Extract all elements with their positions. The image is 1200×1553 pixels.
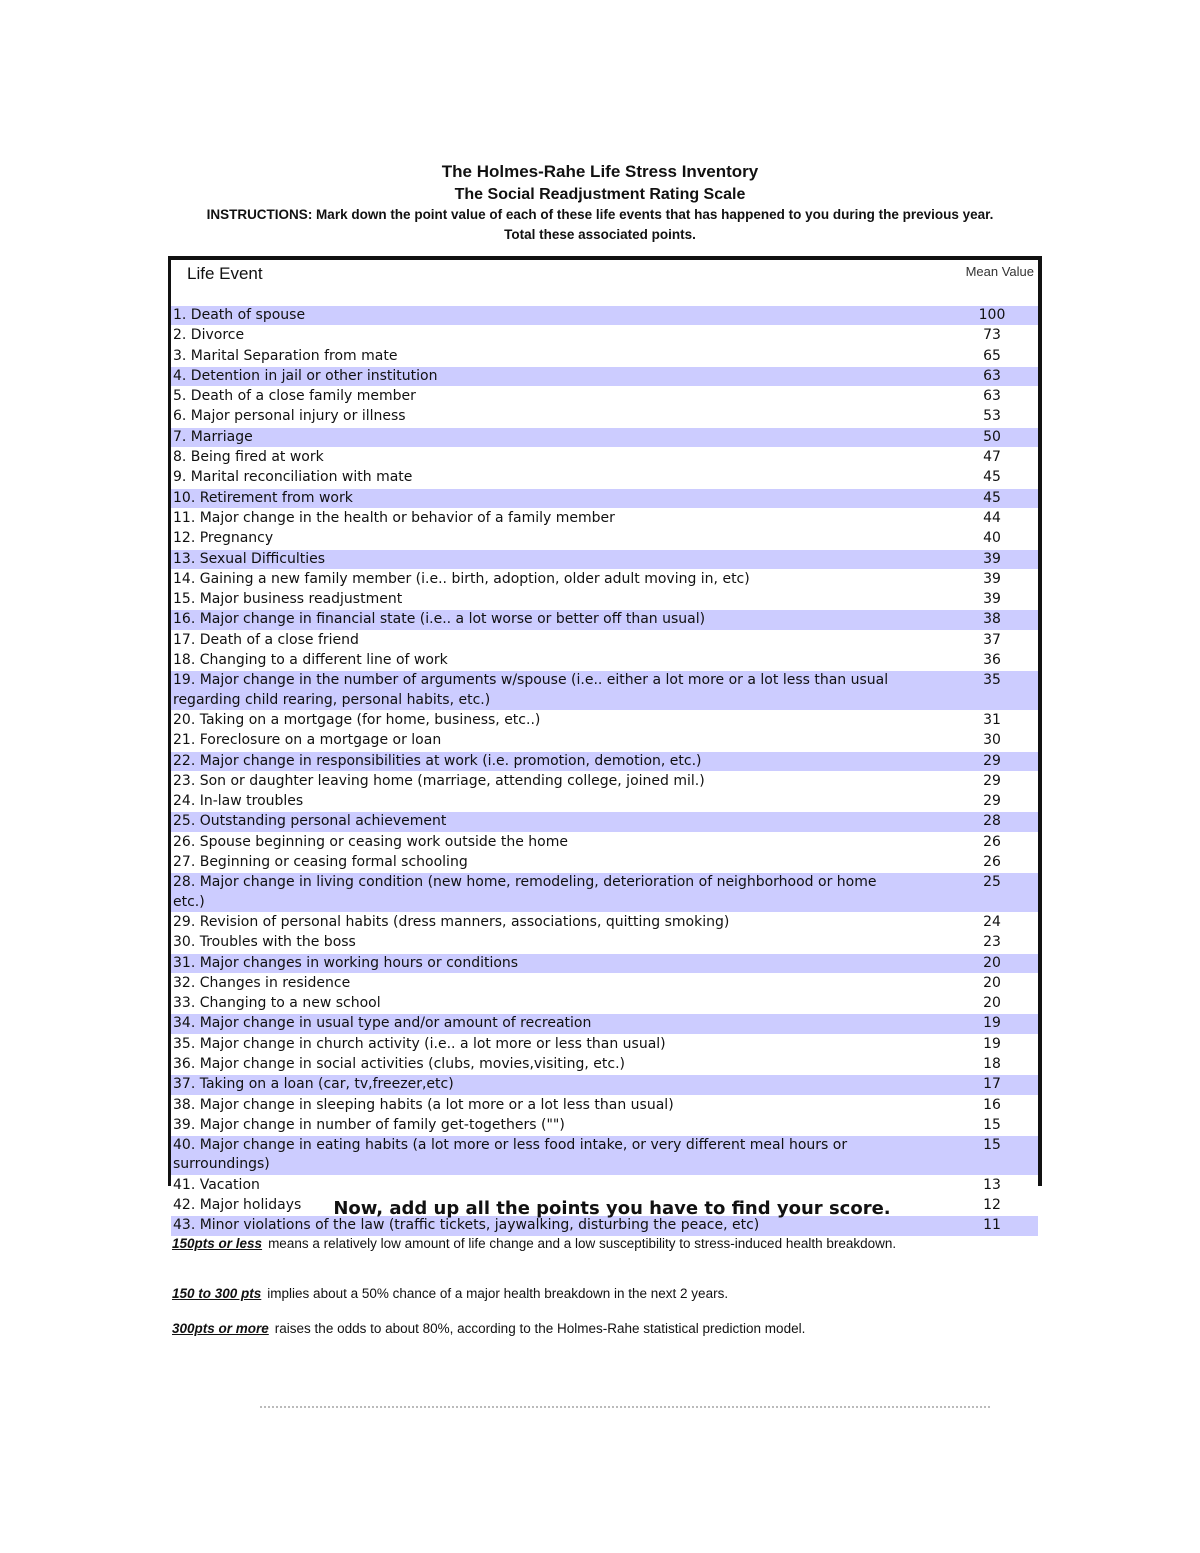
mean-value-cell: 39 [983,591,1001,608]
life-event-cell: 33. Changing to a new school [173,995,381,1012]
document-subtitle: The Social Readjustment Rating Scale [454,186,746,203]
table-row [171,509,1038,529]
score-note-high-text: raises the odds to about 80%, according to the Holmes-Rahe statistical prediction model. [274,1321,806,1336]
scoring-footer [172,1194,1052,1336]
column-header-life-event: Life Event [187,264,263,283]
life-event-cell: 13. Sexual Difficulties [173,550,325,567]
life-event-cell: 20. Taking on a mortgage (for home, business, etc..) [173,711,541,728]
mean-value-cell: 47 [983,449,1001,466]
instructions-text: INSTRUCTIONS: Mark down the point value of each of these life events that has happened to you during the previous year. Total these associated points. [206,207,994,242]
mean-value-cell: 28 [983,813,1001,830]
mean-value-cell: 38 [983,611,1001,628]
mean-value-cell: 30 [983,732,1001,749]
life-event-cell: 1. Death of spouse [173,307,306,323]
table-row [171,994,1038,1014]
score-note-mid-key: 150 to 300 pts [172,1286,262,1301]
document-title: The Holmes-Rahe Life Stress Inventory [441,162,759,181]
faded-footer-line [260,1406,990,1408]
mean-value-cell: 65 [983,347,1001,364]
life-event-cell: 30. Troubles with the boss [173,934,356,951]
score-note-high-key: 300pts or more [172,1321,269,1336]
mean-value-cell: 40 [983,530,1001,547]
score-note-low-key: 150pts or less [172,1236,263,1251]
life-event-cell: 41. Vacation [173,1176,260,1193]
table-row [171,752,1038,772]
life-event-cell: 23. Son or daughter leaving home (marriage, attending college, joined mil.) [173,772,705,789]
table-row [171,1136,1038,1176]
table-row [171,1075,1038,1095]
life-event-cell: 28. Major change in living condition (new home, remodeling, deterioration of neighborhood or home etc.) [173,874,877,910]
table-row [171,651,1038,671]
life-event-cell: 12. Pregnancy [173,530,274,547]
life-event-cell: 31. Major changes in working hours or conditions [173,954,519,971]
mean-value-cell: 19 [983,1035,1001,1052]
mean-value-cell: 12 [983,1197,1001,1214]
table-row [171,873,1038,913]
score-note-high [172,1321,805,1336]
table-row [171,731,1038,751]
mean-value-cell: 37 [983,631,1001,648]
table-row [171,387,1038,407]
mean-value-cell: 63 [983,367,1001,384]
life-event-cell: 11. Major change in the health or behavior of a family member [173,509,615,526]
mean-value-cell: 15 [983,1116,1001,1133]
life-event-cell: 32. Changes in residence [173,974,351,991]
mean-value-cell: 29 [983,793,1001,810]
mean-value-cell: 15 [983,1137,1001,1154]
table-row [171,610,1038,630]
mean-value-cell: 20 [983,974,1001,991]
mean-value-cell: 45 [983,489,1001,506]
table-row [171,974,1038,994]
mean-value-cell: 11 [983,1217,1001,1234]
life-event-cell: 7. Marriage [173,428,253,445]
table-row [171,1014,1038,1034]
mean-value-cell: 29 [983,772,1001,789]
mean-value-cell: 17 [983,1076,1001,1093]
life-event-cell: 24. In-law troubles [173,793,304,810]
life-event-cell: 38. Major change in sleeping habits (a lot more or a lot less than usual) [173,1096,674,1113]
score-note-mid [172,1286,728,1301]
life-event-cell: 22. Major change in responsibilities at work (i.e. promotion, demotion, etc.) [173,752,702,769]
mean-value-cell: 44 [983,509,1001,526]
table-row [171,711,1038,731]
table-row [171,671,1038,711]
table-row [171,833,1038,853]
life-event-cell: 39. Major change in number of family get-togethers ("") [173,1116,565,1133]
life-event-cell: 37. Taking on a loan (car, tv,freezer,etc) [173,1076,454,1093]
mean-value-cell: 35 [983,672,1001,689]
table-row [171,367,1038,387]
table-row [171,347,1038,367]
table-row [171,1055,1038,1075]
table-row [171,428,1038,448]
life-event-cell: 34. Major change in usual type and/or amount of recreation [173,1015,592,1032]
mean-value-cell: 19 [983,1015,1001,1032]
table-row [171,529,1038,549]
life-event-cell: 36. Major change in social activities (clubs, movies,visiting, etc.) [173,1055,625,1072]
mean-value-cell: 18 [983,1055,1001,1072]
life-event-cell: 19. Major change in the number of arguments w/spouse (i.e.. either a lot more or a lot less than usual regarding child rearing, personal habits, etc.) [173,672,889,708]
table-row [171,570,1038,590]
life-event-cell: 10. Retirement from work [173,489,353,506]
mean-value-cell: 53 [983,408,1001,425]
table-row [171,954,1038,974]
life-event-cell: 15. Major business readjustment [173,591,403,608]
table-row [171,853,1038,873]
mean-value-cell: 100 [978,307,1006,323]
life-event-cell: 29. Revision of personal habits (dress manners, associations, quitting smoking) [173,913,730,930]
mean-value-cell: 24 [983,913,1001,930]
mean-value-cell: 16 [983,1096,1001,1113]
score-note-low-text: means a relatively low amount of life change and a low susceptibility to stress-induced health breakdown. [268,1236,897,1251]
table-row [171,326,1038,346]
table-body [171,306,1038,1237]
mean-value-cell: 39 [983,550,1001,567]
table-row [171,306,1038,326]
score-note-low [172,1236,896,1251]
table-row [171,1035,1038,1055]
life-event-cell: 6. Major personal injury or illness [173,408,406,425]
life-event-cell: 35. Major change in church activity (i.e.. a lot more or less than usual) [173,1035,666,1052]
life-event-cell: 5. Death of a close family member [173,388,416,405]
mean-value-cell: 73 [983,327,1001,344]
life-event-cell: 40. Major change in eating habits (a lot more or less food intake, or very different meal hours or surroundings) [173,1137,848,1173]
life-event-cell: 27. Beginning or ceasing formal schooling [173,854,468,871]
life-event-cell: 8. Being fired at work [173,449,324,466]
table-row [171,772,1038,792]
mean-value-cell: 36 [983,652,1001,669]
mean-value-cell: 39 [983,570,1001,587]
life-event-cell: 3. Marital Separation from mate [173,347,398,364]
mean-value-cell: 31 [983,711,1001,728]
mean-value-cell: 26 [983,854,1001,871]
table-row [171,913,1038,933]
life-event-cell: 4. Detention in jail or other institution [173,367,438,384]
table-row [171,933,1038,953]
table-row [171,631,1038,651]
table-row [171,489,1038,509]
table-row [171,792,1038,812]
table-row [171,812,1038,832]
mean-value-cell: 45 [983,469,1001,486]
life-event-cell: 9. Marital reconciliation with mate [173,469,413,486]
mean-value-cell: 50 [983,428,1001,445]
mean-value-cell: 25 [983,874,1001,891]
mean-value-cell: 23 [983,934,1001,951]
table-row [171,550,1038,570]
mean-value-cell: 20 [983,954,1001,971]
life-event-cell: 26. Spouse beginning or ceasing work outside the home [173,833,568,850]
life-event-cell: 17. Death of a close friend [173,631,359,648]
score-heading: Now, add up all the points you have to find your score. [333,1198,891,1219]
table-row [171,407,1038,427]
table-row [171,448,1038,468]
document-header [0,160,1200,245]
life-event-cell: 18. Changing to a different line of work [173,652,448,669]
mean-value-cell: 63 [983,388,1001,405]
table-row [171,1096,1038,1116]
score-note-mid-text: implies about a 50% chance of a major health breakdown in the next 2 years. [267,1286,729,1301]
life-event-cell: 43. Minor violations of the law (traffic tickets, jaywalking, disturbing the peace, etc) [173,1217,760,1234]
life-event-cell: 14. Gaining a new family member (i.e.. birth, adoption, older adult moving in, etc) [173,570,750,587]
mean-value-cell: 20 [983,995,1001,1012]
mean-value-cell: 29 [983,752,1001,769]
mean-value-cell: 26 [983,833,1001,850]
table-header [171,260,1038,306]
life-event-cell: 2. Divorce [173,327,245,344]
table-row [171,468,1038,488]
life-event-cell: 16. Major change in financial state (i.e.. a lot worse or better off than usual) [173,611,706,628]
life-event-cell: 25. Outstanding personal achievement [173,813,447,830]
column-header-mean-value: Mean Value [965,264,1034,279]
life-event-cell: 21. Foreclosure on a mortgage or loan [173,732,442,749]
life-event-cell: 42. Major holidays [173,1197,302,1214]
table-row [171,590,1038,610]
mean-value-cell: 13 [983,1176,1001,1193]
table-row [171,1116,1038,1136]
